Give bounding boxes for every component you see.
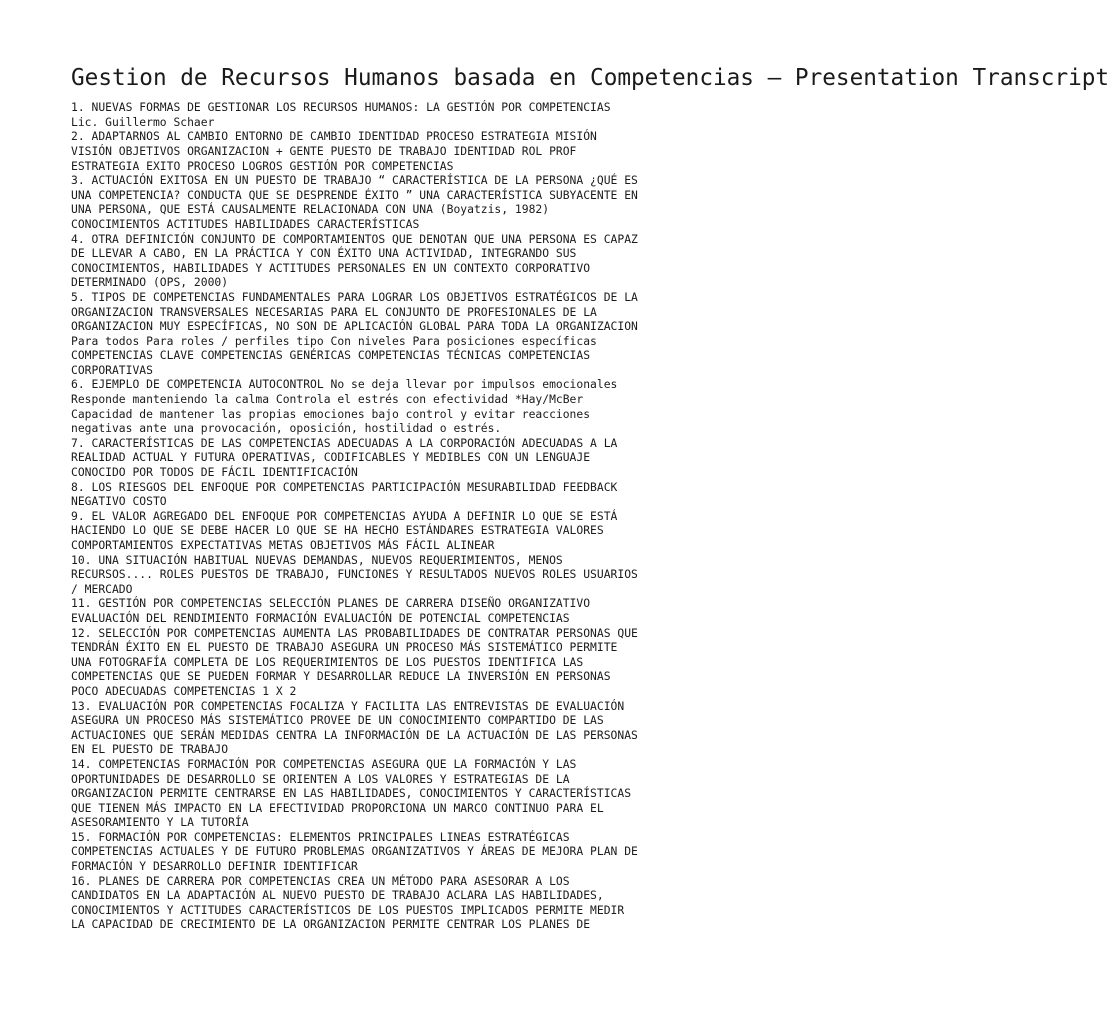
slide-7-text: 7. CARACTERÍSTICAS DE LAS COMPETENCIAS ADECUADAS A LA CORPORACIÓN ADECUADAS A LA REALIDAD ACTUAL Y FUTURA OPERATIVAS, CODIFICABLES Y MEDIBLES CON UN LENGUAJE CONOCIDO POR TODOS DE FÁCIL IDENTIFICACIÓN — [71, 435, 618, 480]
slide-5-text: 5. TIPOS DE COMPETENCIAS FUNDAMENTALES PARA LOGRAR LOS OBJETIVOS ESTRATÉGICOS DE LA ORGANIZACION TRANSVERSALES NECESARIAS PARA EL CONJUNTO DE PROFESIONALES DE LA ORGANIZACION MUY ESPECÍFICAS, NO SON DE APLICACIÓN GLOBAL PARA TODA LA ORGANIZACION Para todos Para roles / perfiles tipo Con niveles Para posiciones específicas COMPETENCIAS CLAVE COMPETENCIAS GENÉRICAS COMPETENCIAS TÉCNICAS COMPETENCIAS CORPORATIVAS — [71, 289, 638, 377]
slide-15-text: 15. FORMACIÓN POR COMPETENCIAS: ELEMENTOS PRINCIPALES LINEAS ESTRATÉGICAS COMPETENCIAS ACTUALES Y DE FUTURO PROBLEMAS ORGANIZATIVOS Y ÁREAS DE MEJORA PLAN DE FORMACIÓN Y DESARROLLO DEFINIR IDENTIFICAR — [71, 829, 638, 874]
document-title: Gestion de Recursos Humanos basada en Competencias — Presentation Transcript — [71, 65, 1109, 91]
slide-10-text: 10. UNA SITUACIÓN HABITUAL NUEVAS DEMANDAS, NUEVOS REQUERIMIENTOS, MENOS RECURSOS.... ROLES PUESTOS DE TRABAJO, FUNCIONES Y RESULTADOS NUEVOS ROLES USUARIOS / MERCADO — [71, 552, 638, 596]
slide-11-text: 11. GESTIÓN POR COMPETENCIAS SELECCIÓN PLANES DE CARRERA DISEÑO ORGANIZATIVO EVALUACIÓN DEL RENDIMIENTO FORMACIÓN EVALUACIÓN DE POTENCIAL COMPETENCIAS — [71, 596, 591, 625]
slide-3-text: 3. ACTUACIÓN EXITOSA EN UN PUESTO DE TRABAJO “ CARACTERÍSTICA DE LA PERSONA ¿QUÉ ES UNA COMPETENCIA? CONDUCTA QUE SE DESPRENDE ÉXITO ” UNA CARACTERÍSTICA SUBYACENTE EN UNA PERSONA, QUE ESTÁ CAUSALMENTE RELACIONADA CON UNA (Boyatzis, 1982) CONOCIMIENTOS ACTITUDES HABILIDADES CARACTERÍSTICAS — [71, 173, 638, 231]
slide-16-text: 16. PLANES DE CARRERA POR COMPETENCIAS CREA UN MÉTODO PARA ASESORAR A LOS CANDIDATOS EN LA ADAPTACIÓN AL NUEVO PUESTO DE TRABAJO ACLARA LAS HABILIDADES, CONOCIMIENTOS Y ACTITUDES CARACTERÍSTICOS DE LOS PUESTOS IMPLICADOS PERMITE MEDIR LA CAPACIDAD DE CRECIMIENTO DE LA ORGANIZACION PERMITE CENTRAR LOS PLANES DE — [71, 873, 625, 932]
slide-13-text: 13. EVALUACIÓN POR COMPETENCIAS FOCALIZA Y FACILITA LAS ENTREVISTAS DE EVALUACIÓN ASEGURA UN PROCESO MÁS SISTEMÁTICO PROVEE DE UN CONOCIMIENTO COMPARTIDO DE LAS ACTUACIONES QUE SERÁN MEDIDAS CENTRA LA INFORMACIÓN DE LA ACTUACIÓN DE LAS PERSONAS EN EL PUESTO DE TRABAJO — [71, 698, 638, 757]
transcript-body — [71, 100, 751, 932]
slide-8-text: 8. LOS RIESGOS DEL ENFOQUE POR COMPETENCIAS PARTICIPACIÓN MESURABILIDAD FEEDBACK NEGATIVO COSTO — [71, 479, 618, 509]
slide-6-text: 6. EJEMPLO DE COMPETENCIA AUTOCONTROL No se deja llevar por impulsos emocionales Responde manteniendo la calma Controla el estrés con efectividad *Hay/McBer Capacidad de mantener las propias emociones bajo control y evitar reacciones negativas ante una provocación, oposición, hostilidad o estrés. — [71, 377, 618, 436]
slide-12-text: 12. SELECCIÓN POR COMPETENCIAS AUMENTA LAS PROBABILIDADES DE CONTRATAR PERSONAS QUE TENDRÁN ÉXITO EN EL PUESTO DE TRABAJO ASEGURA UN PROCESO MÁS SISTEMÁTICO PERMITE UNA FOTOGRAFÍA COMPLETA DE LOS REQUERIMIENTOS DE LOS PUESTOS IDENTIFICA LAS COMPETENCIAS QUE SE PUEDEN FORMAR Y DESARROLLAR REDUCE LA INVERSIÓN EN PERSONAS POCO ADECUADAS COMPETENCIAS 1 X 2 — [71, 625, 638, 698]
slide-9-text: 9. EL VALOR AGREGADO DEL ENFOQUE POR COMPETENCIAS AYUDA A DEFINIR LO QUE SE ESTÁ HACIENDO LO QUE SE DEBE HACER LO QUE SE HA HECHO ESTÁNDARES ESTRATEGIA VALORES COMPORTAMIENTOS EXPECTATIVAS METAS OBJETIVOS MÁS FÁCIL ALINEAR — [71, 508, 618, 552]
slide-14-text: 14. COMPETENCIAS FORMACIÓN POR COMPETENCIAS ASEGURA QUE LA FORMACIÓN Y LAS OPORTUNIDADES DE DESARROLLO SE ORIENTEN A LOS VALORES Y ESTRATEGIAS DE LA ORGANIZACION PERMITE CENTRARSE EN LAS HABILIDADES, CONOCIMIENTOS Y CARACTERÍSTICAS QUE TIENEN MÁS IMPACTO EN LA EFECTIVIDAD PROPORCIONA UN MARCO CONTINUO PARA EL ASESORAMIENTO Y LA TUTORÍA — [71, 756, 632, 830]
document-page — [71, 65, 1109, 932]
slide-1-text: 1. NUEVAS FORMAS DE GESTIONAR LOS RECURSOS HUMANOS: LA GESTIÓN POR COMPETENCIAS Lic. Guillermo Schaer — [71, 100, 611, 129]
slide-4-text: 4. OTRA DEFINICIÓN CONJUNTO DE COMPORTAMIENTOS QUE DENOTAN QUE UNA PERSONA ES CAPAZ DE LLEVAR A CABO, EN LA PRÁCTICA Y CON ÉXITO UNA ACTIVIDAD, INTEGRANDO SUS CONOCIMIENTOS, HABILIDADES Y ACTITUDES PERSONALES EN UN CONTEXTO CORPORATIVO DETERMINADO (OPS, 2000) — [71, 231, 638, 290]
slide-2-text: 2. ADAPTARNOS AL CAMBIO ENTORNO DE CAMBIO IDENTIDAD PROCESO ESTRATEGIA MISIÓN VISIÓN OBJETIVOS ORGANIZACION + GENTE PUESTO DE TRABAJO IDENTIDAD ROL PROF ESTRATEGIA EXITO PROCESO LOGROS GESTIÓN POR COMPETENCIAS — [71, 129, 597, 173]
